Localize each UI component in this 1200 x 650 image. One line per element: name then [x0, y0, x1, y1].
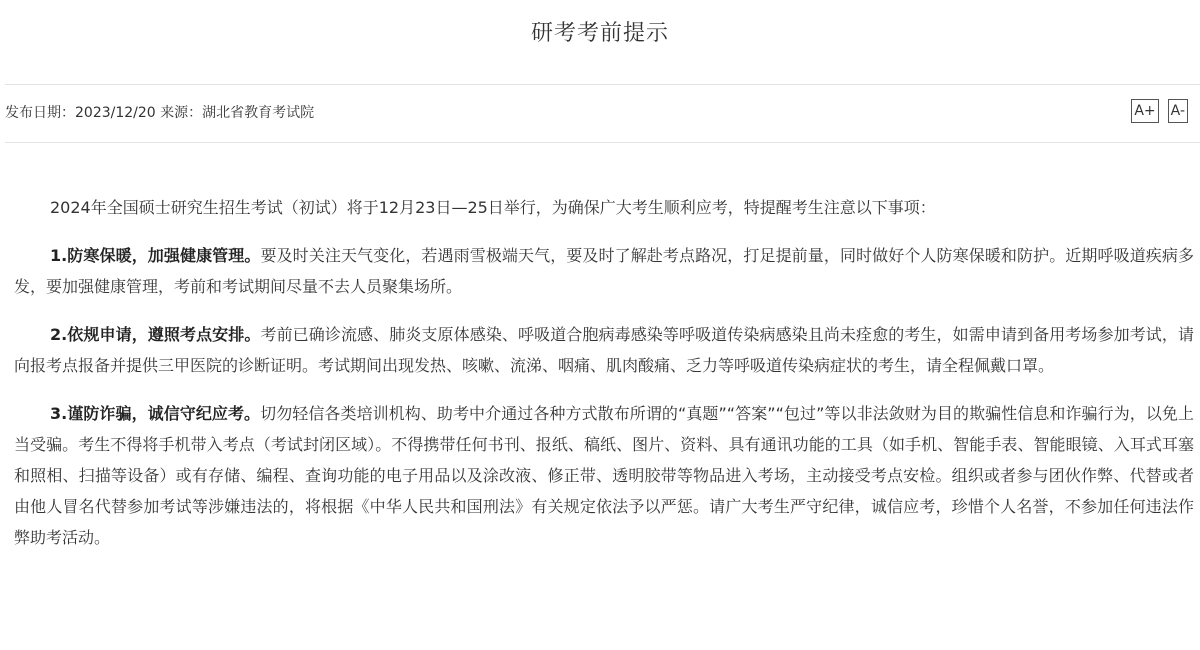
title-area: [0, 0, 1200, 84]
divider-top: [5, 84, 1200, 85]
section-heading: 2.依规申请，遵照考点安排。: [50, 325, 261, 344]
section-paragraph: [14, 319, 1194, 381]
meta-row: [5, 98, 1188, 128]
section-heading: 1.防寒保暖，加强健康管理。: [50, 246, 261, 265]
font-size-controls: [1131, 99, 1188, 123]
page-title: 研考考前提示: [530, 21, 669, 46]
section-paragraph: [14, 398, 1194, 553]
font-increase-button[interactable]: A+: [1131, 99, 1158, 123]
section-body: 要及时关注天气变化，若遇雨雪极端天气，要及时了解赴考点路况，打足提前量，同时做好个人防寒保暖和防护。近期呼吸道疾病多发，要加强健康管理，考前和考试期间尽量不去人员聚集场所。: [14, 246, 1194, 296]
section-body: 考前已确诊流感、肺炎支原体感染、呼吸道合胞病毒感染等呼吸道传染病感染且尚未痊愈的考生，如需申请到备用考场参加考试，请向报考点报备并提供三甲医院的诊断证明。考试期间出现发热、咳嗽、流涕、咽痛、肌肉酸痛、乏力等呼吸道传染病症状的考生，请全程佩戴口罩。: [14, 325, 1194, 375]
intro-paragraph: 2024年全国硕士研究生招生考试（初试）将于12月23日—25日举行，为确保广大考生顺利应考，特提醒考生注意以下事项：: [50, 198, 936, 217]
divider-bottom: [5, 142, 1200, 143]
article-body: [14, 192, 1194, 570]
section-heading: 3.谨防诈骗，诚信守纪应考。: [50, 404, 261, 423]
font-decrease-button[interactable]: A-: [1168, 99, 1188, 123]
section-paragraph: [14, 240, 1194, 302]
publish-meta: 发布日期：2023/12/20 来源：湖北省教育考试院: [5, 105, 315, 121]
section-body: 切勿轻信各类培训机构、助考中介通过各种方式散布所谓的“真题”“答案”“包过”等以非法敛财为目的欺骗性信息和诈骗行为，以免上当受骗。考生不得将手机带入考点（考试封闭区域）。不得携带任何书刊、报纸、稿纸、图片、资料、具有通讯功能的工具（如手机、智能手表、智能眼镜、入耳式耳塞和照相、扫描等设备）或有存储、编程、查询功能的电子用品以及涂改液、修正带、透明胶带等物品进入考场，主动接受考点安检。组织或者参与团伙作弊、代替或者由他人冒名代替参加考试等涉嫌违法的，将根据《中华人民共和国刑法》有关规定依法予以严惩。请广大考生严守纪律，诚信应考，珍惜个人名誉，不参加任何违法作弊助考活动。: [14, 404, 1194, 547]
